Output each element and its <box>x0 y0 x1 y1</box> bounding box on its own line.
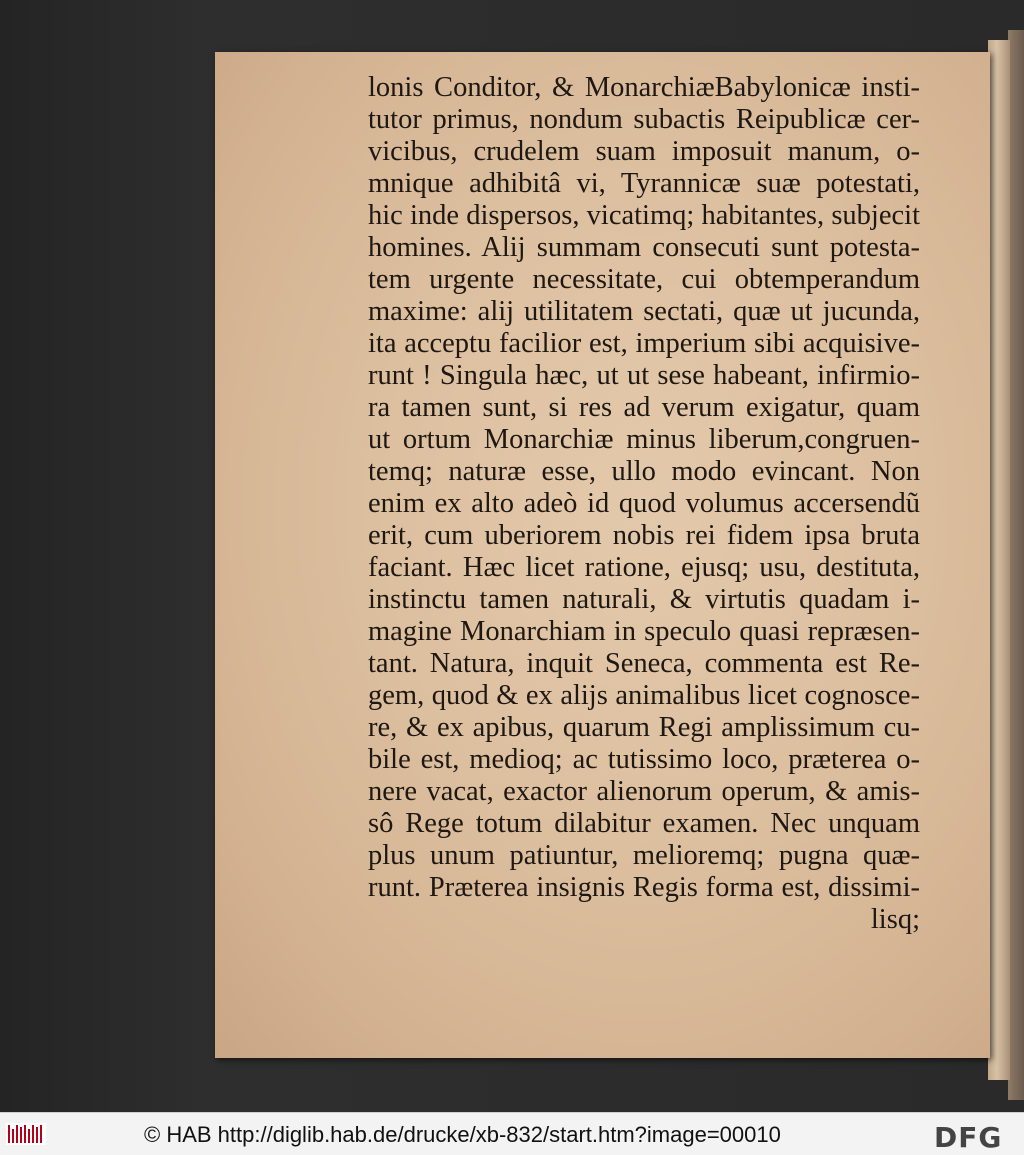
text-line: faciant. Hæc licet ratione, ejusq; usu, destituta, <box>368 552 920 583</box>
text-line: ita acceptu facilior est, imperium sibi acquisive- <box>368 328 920 359</box>
text-line: ra tamen sunt, si res ad verum exigatur, quam <box>368 392 920 423</box>
text-line: hic inde dispersos, vicatimq; habitantes, subjecit <box>368 200 920 231</box>
text-line: magine Monarchiam in speculo quasi repræsen- <box>368 616 920 647</box>
text-line: instinctu tamen naturali, & virtutis quadam i- <box>368 584 920 615</box>
page-text <box>368 72 920 936</box>
text-line: lonis Conditor, & MonarchiæBabylonicæ insti- <box>368 72 920 103</box>
text-line: plus unum patiuntur, melioremq; pugna quæ- <box>368 840 920 871</box>
text-line: mnique adhibitâ vi, Tyrannicæ suæ potestati, <box>368 168 920 199</box>
text-line: gem, quod & ex alijs animalibus licet cognosce- <box>368 680 920 711</box>
text-line: runt. Præterea insignis Regis forma est, dissimi- <box>368 872 920 903</box>
text-line: erit, cum uberiorem nobis rei fidem ipsa bruta <box>368 520 920 551</box>
text-line: re, & ex apibus, quarum Regi amplissimum cu- <box>368 712 920 743</box>
text-line: maxime: alij utilitatem sectati, quæ ut jucunda, <box>368 296 920 327</box>
text-line: vicibus, crudelem suam imposuit manum, o- <box>368 136 920 167</box>
text-line: homines. Alij summam consecuti sunt potesta- <box>368 232 920 263</box>
text-line: tutor primus, nondum subactis Reipublicæ cer- <box>368 104 920 135</box>
footer-bar <box>0 1112 1024 1155</box>
dfg-logo-icon: DFG <box>934 1121 1003 1154</box>
text-line: temq; naturæ esse, ullo modo evincant. Non <box>368 456 920 487</box>
citation-link[interactable]: © HAB http://diglib.hab.de/drucke/xb-832/start.htm?image=00010 <box>144 1122 781 1147</box>
text-line: enim ex alto adeò id quod volumus accersendũ <box>368 488 920 519</box>
text-line: ut ortum Monarchiæ minus liberum,congruen- <box>368 424 920 455</box>
text-line: sô Rege totum dilabitur examen. Nec unquam <box>368 808 920 839</box>
catchword: lisq; <box>870 904 920 935</box>
page-edge <box>988 40 1010 1080</box>
text-line: nere vacat, exactor alienorum operum, & amis- <box>368 776 920 807</box>
text-line: tem urgente necessitate, cui obtemperandum <box>368 264 920 295</box>
text-line: bile est, medioq; ac tutissimo loco, præterea o- <box>368 744 920 775</box>
text-line: runt ! Singula hæc, ut ut sese habeant, infirmio- <box>368 360 920 391</box>
book-edge <box>1008 30 1024 1100</box>
text-line: tant. Natura, inquit Seneca, commenta est Re- <box>368 648 920 679</box>
hab-logo-icon <box>6 1121 46 1147</box>
